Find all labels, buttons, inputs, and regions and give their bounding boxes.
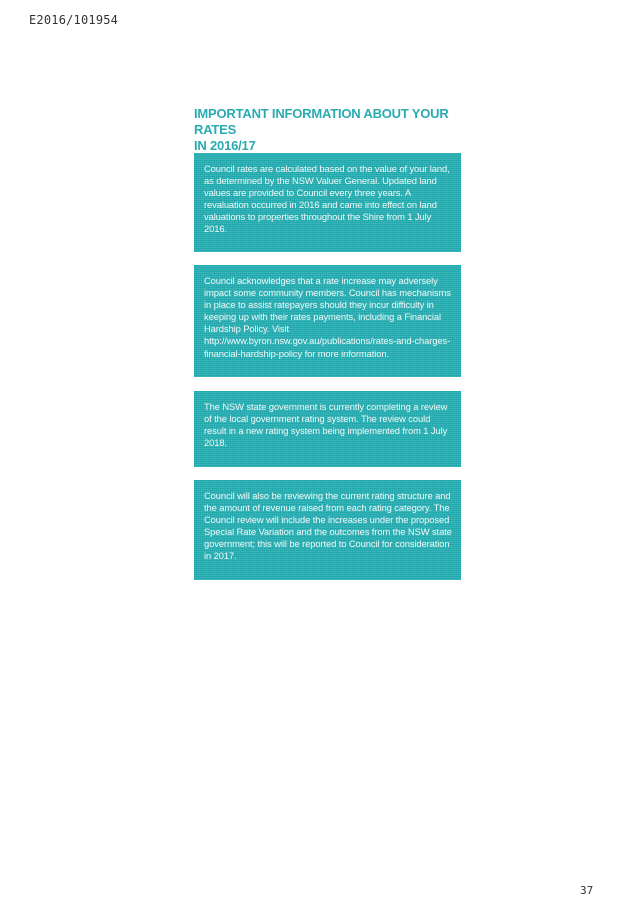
document-reference: E2016/101954 [29,13,119,27]
info-box-state-review [194,391,461,467]
section-heading-line-2: IN 2016/17 [194,138,256,153]
info-box-text: The NSW state government is currently completing a review of the local government rating system. The review could result in a new rating system being implemented from 1 July 2018. [204,401,448,449]
info-box-text: Council rates are calculated based on the value of your land, as determined by the NSW Valuer General. Updated land values are provided to Council every three years. A revaluation occurred in 2016 and came into effect on land valuations to properties throughout the Shire from 1 July 2016. [204,163,450,235]
section-heading [194,106,474,154]
page-number: 37 [580,884,594,897]
section-heading-line-1: IMPORTANT INFORMATION ABOUT YOUR RATES [194,106,449,137]
info-box-text: Council acknowledges that a rate increase may adversely impact some community members. Council has mechanisms in place to assist ratepayers should they incur difficulty in keeping up with their rates payments, including a Financial Hardship Policy. Visit http://www.byron.nsw.gov.au/publications/rates-and-charges-financial-hardship-policy for more information. [204,275,451,359]
info-box-text: Council will also be reviewing the current rating structure and the amount of revenue raised from each rating category. The Council review will include the increases under the proposed Special Rate Variation and the outcomes from the NSW state government; this will be reported to Council for consideration in 2017. [204,490,452,562]
info-box-council-review [194,480,461,580]
info-box-hardship [194,265,461,377]
info-box-revaluation [194,153,461,252]
